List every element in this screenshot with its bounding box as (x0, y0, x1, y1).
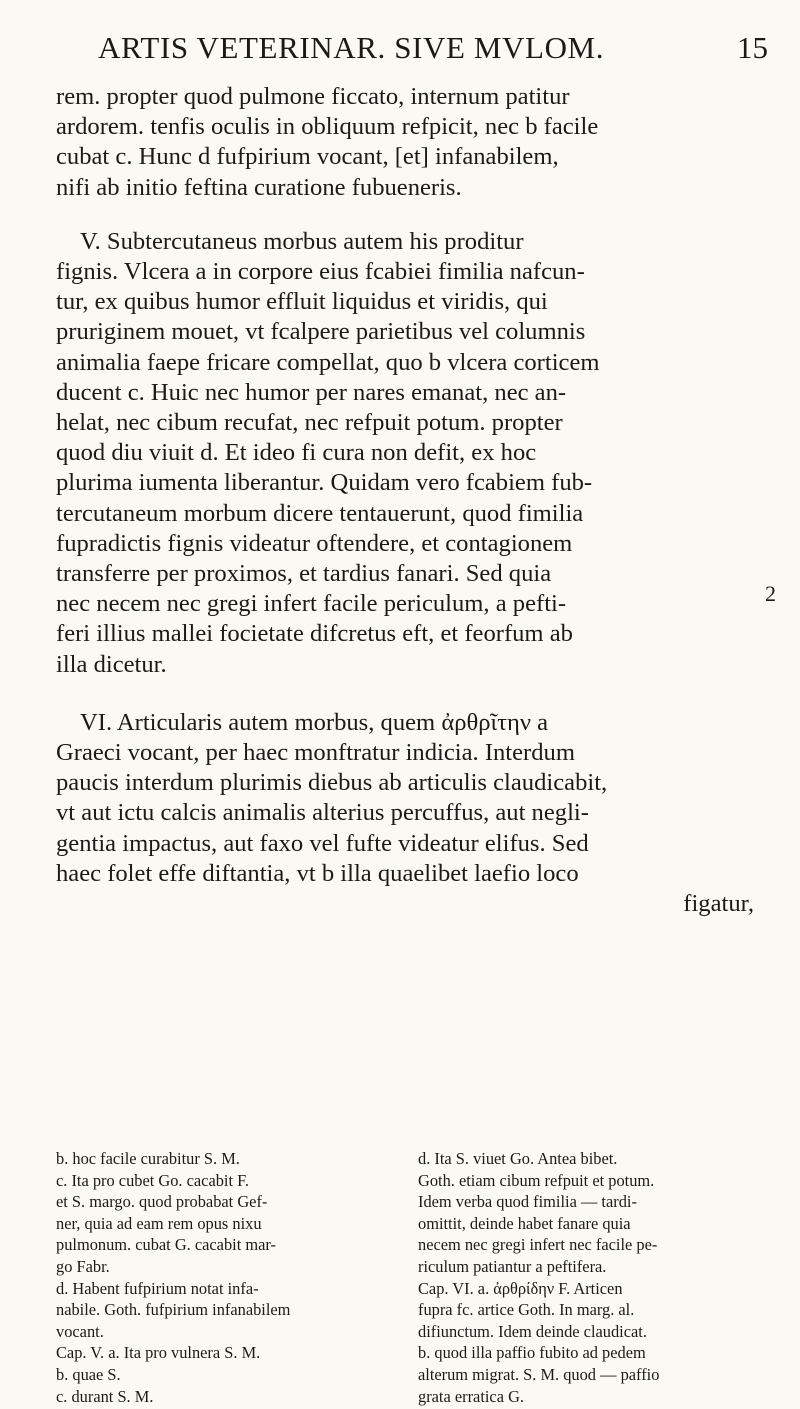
footnote-line: alterum migrat. S. M. quod — paffio (418, 1364, 660, 1384)
footnote-line: d. Ita S. viuet Go. Antea bibet. (418, 1149, 618, 1168)
text-line: ducent c. Huic nec humor per nares emanat, nec an- (56, 378, 567, 406)
text-line: illa dicetur. (56, 650, 167, 678)
footnote-line: vocant. (56, 1321, 104, 1341)
footnote-line: c. Ita pro cubet Go. cacabit F. (56, 1170, 250, 1190)
footnote-line: Cap. V. a. Ita pro vulnera S. M. (56, 1343, 261, 1363)
text-line: transferre per proximos, et tardius fanari. Sed quia (56, 560, 552, 588)
footnote-line: Goth. etiam cibum refpuit et potum. (418, 1170, 655, 1190)
text-line: paucis interdum plurimis diebus ab articulis claudicabit, (56, 769, 608, 797)
text-line: nifi ab initio feftina curatione fubueneris. (56, 173, 462, 201)
text-line: feri illius mallei focietate difcretus eft, et feorfum ab (56, 620, 573, 648)
section-heading-vi: VI. Articularis autem morbus, quem ἀρθρῖτην a (80, 708, 549, 736)
text-line: plurima iumenta liberantur. Quidam vero fcabiem fub- (56, 469, 593, 497)
text-line: helat, nec cibum recufat, nec refpuit potum. propter (56, 409, 563, 437)
section-heading-v: V. Subtercutaneus morbus autem his proditur (80, 227, 524, 255)
text-line: quod diu viuit d. Et ideo fi cura non defit, ex hoc (56, 439, 537, 467)
footnote-line: pulmonum. cubat G. cacabit mar- (56, 1235, 276, 1255)
footnote-line: necem nec gregi infert nec facile pe- (418, 1235, 658, 1255)
footnotes-right-column (418, 1148, 760, 1407)
footnote-line: Idem verba quod fimilia — tardi- (418, 1192, 637, 1212)
text-line: tur, ex quibus humor effluit liquidus et viridis, qui (56, 288, 548, 316)
catchword: figatur, (683, 890, 754, 918)
footnote-line: et S. margo. quod probabat Gef- (56, 1192, 268, 1212)
text-line: fignis. Vlcera a in corpore eius fcabiei fimilia nafcun- (56, 258, 585, 286)
footnote-line: b. quae S. (56, 1364, 121, 1384)
text-line: Graeci vocant, per haec monftratur indicia. Interdum (56, 739, 575, 767)
footnote-line: grata erratica G. (418, 1386, 525, 1406)
text-line: fupradictis fignis videatur oftendere, et contagionem (56, 529, 573, 557)
text-line: vt aut ictu calcis animalis alterius percuffus, aut negli- (56, 799, 589, 827)
paragraph-gap (56, 203, 756, 227)
running-head: ARTIS VETERINAR. SIVE MVLOM. (98, 30, 605, 65)
text-line: nec necem nec gregi infert facile periculum, a pefti- (56, 590, 567, 618)
footnote-line: omittit, deinde habet fanare quia (418, 1213, 631, 1233)
body-text (56, 82, 756, 919)
text-line: pruriginem mouet, vt fcalpere parietibus vel columnis (56, 318, 586, 346)
page-header (92, 30, 768, 70)
footnote-line: go Fabr. (56, 1256, 110, 1276)
text-line: animalia faepe fricare compellat, quo b vlcera corticem (56, 348, 600, 376)
text-line: cubat c. Hunc d fufpirium vocant, [et] infanabilem, (56, 143, 559, 171)
footnote-line: difiunctum. Idem deinde claudicat. (418, 1321, 647, 1341)
text-line: rem. propter quod pulmone ficcato, internum patitur (56, 83, 570, 110)
text-line: tercutaneum morbum dicere tentauerunt, quod fimilia (56, 499, 584, 527)
footnotes-left-column (56, 1148, 398, 1407)
footnotes (56, 1148, 760, 1407)
text-line: ardorem. tenfis oculis in obliquum refpicit, nec b facile (56, 113, 599, 141)
footnote-line: d. Habent fufpirium notat infa- (56, 1278, 259, 1298)
margin-note: 2 (765, 581, 776, 606)
footnote-line: nabile. Goth. fufpirium infanabilem (56, 1300, 291, 1320)
footnote-line: b. hoc facile curabitur S. M. (56, 1149, 240, 1168)
footnote-line: c. durant S. M. (56, 1386, 154, 1406)
text-line: gentia impactus, aut faxo vel fufte videatur elifus. Sed (56, 829, 589, 857)
text-line: haec folet effe diftantia, vt b illa quaelibet laefio loco (56, 859, 579, 887)
footnote-line: b. quod illa paffio fubito ad pedem (418, 1343, 646, 1363)
paragraph-gap (56, 680, 756, 708)
footnote-line: Cap. VI. a. ἀρθρίδην F. Articen (418, 1278, 623, 1298)
page-number: 15 (737, 30, 768, 65)
footnote-line: fupra fc. artice Goth. In marg. al. (418, 1300, 635, 1320)
footnote-line: ner, quia ad eam rem opus nixu (56, 1213, 262, 1233)
footnote-line: riculum patiantur a peftifera. (418, 1256, 607, 1276)
